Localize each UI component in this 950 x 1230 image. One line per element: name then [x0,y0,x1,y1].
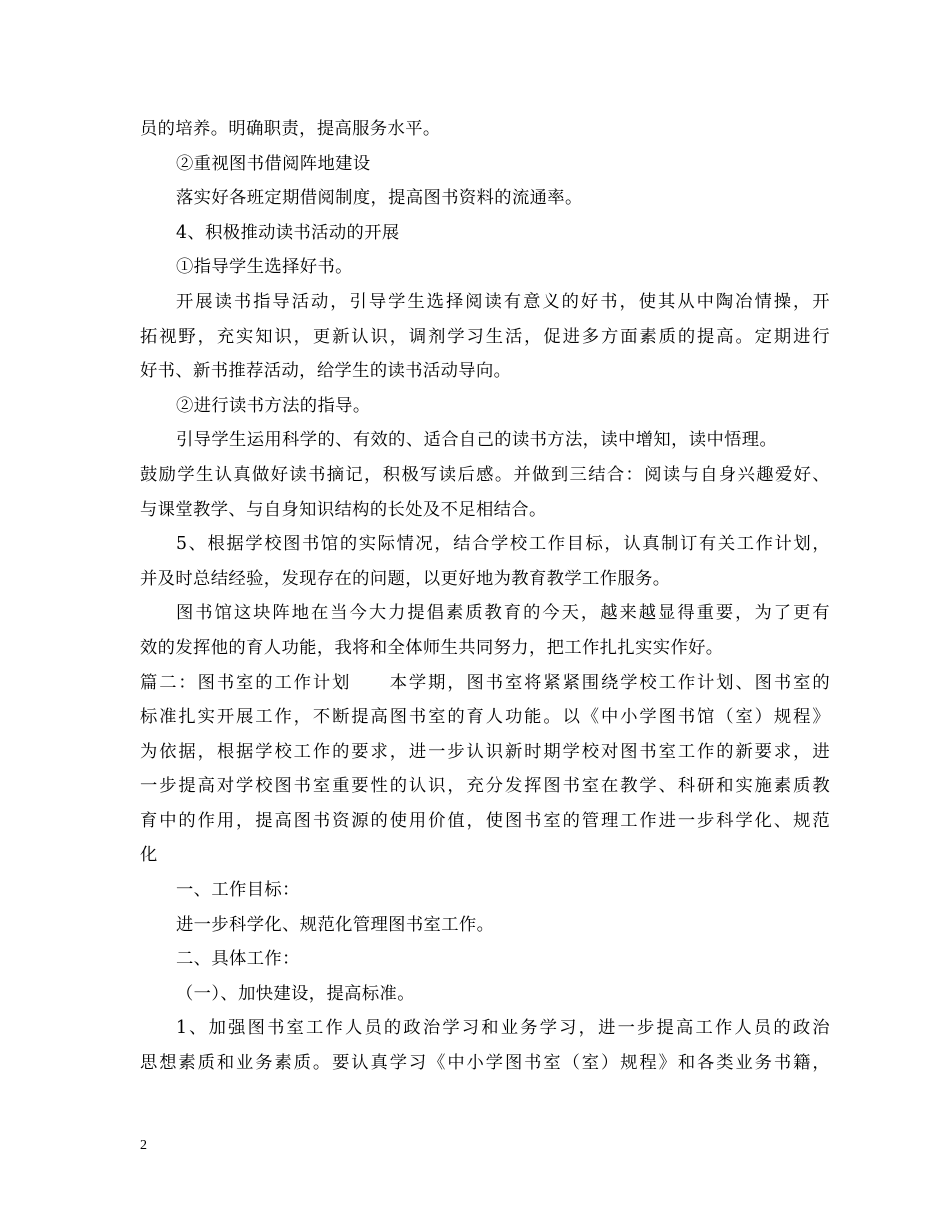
text-line: 5、根据学校图书馆的实际情况，结合学校工作目标，认真制订有关工作计划， [176,534,830,555]
text-line: 1、加强图书室工作人员的政治学习和业务学习，进一步提高工作人员的政治 [176,1018,830,1039]
text-line: 拓视野，充实知识，更新认识，调剂学习生活，促进多方面素质的提高。定期进行 [140,326,830,347]
text-line: 与课堂教学、与自身知识结构的长处及不足相结合。 [140,499,547,520]
text-line: 引导学生运用科学的、有效的、适合自己的读书方法，读中增知，读中悟理。 [176,430,778,451]
text-line: 育中的作用，提高图书资源的使用价值，使图书室的管理工作进一步科学化、规范 [140,810,830,831]
text-line: 图书馆这块阵地在当今大力提倡素质教育的今天，越来越显得重要，为了更有 [176,603,830,624]
text-line: 标准扎实开展工作，不断提高图书室的育人功能。以《中小学图书馆（室）规程》 [140,707,830,728]
text-line: 思想素质和业务素质。要认真学习《中小学图书室（室）规程》和各类业务书籍， [140,1053,830,1074]
text-line: 鼓励学生认真做好读书摘记，积极写读后感。并做到三结合：阅读与自身兴趣爱好、 [140,464,830,485]
text-line: 员的培养。明确职责，提高服务水平。 [140,119,441,139]
text-line: 为依据，根据学校工作的要求，进一步认识新时期学校对图书室工作的新要求，进 [140,741,830,762]
text-line: 并及时总结经验，发现存在的问题，以更好地为教育教学工作服务。 [140,568,671,589]
section-heading: 二、具体工作： [176,949,300,970]
text-line: ②重视图书借阅阵地建设 [176,153,371,174]
subsection-heading: （一）、加快建设，提高标准。 [176,983,415,1004]
text-line: 化 [140,845,158,866]
section-heading: 一、工作目标： [176,880,300,901]
page-number: 2 [140,1138,147,1153]
text-line: ①指导学生选择好书。 [176,257,353,278]
text-line: 一步提高对学校图书室重要性的认识，充分发挥图书室在教学、科研和实施素质教 [140,776,830,797]
text-line: 效的发挥他的育人功能，我将和全体师生共同努力，把工作扎扎实实作好。 [140,637,724,658]
text-line: ②进行读书方法的指导。 [176,395,371,416]
text-line: 好书、新书推荐活动，给学生的读书活动导向。 [140,361,512,382]
text-line: 落实好各班定期借阅制度，提高图书资料的流通率。 [176,188,583,209]
text-line: 进一步科学化、规范化管理图书室工作。 [176,914,495,935]
section-heading: 4、积极推动读书活动的开展 [176,222,400,243]
text-line: 开展读书指导活动，引导学生选择阅读有意义的好书，使其从中陶冶情操，开 [176,291,830,312]
section-title-line: 篇二：图书室的工作计划 本学期，图书室将紧紧围绕学校工作计划、图书室的 [140,672,830,693]
body-text [140,112,830,1081]
